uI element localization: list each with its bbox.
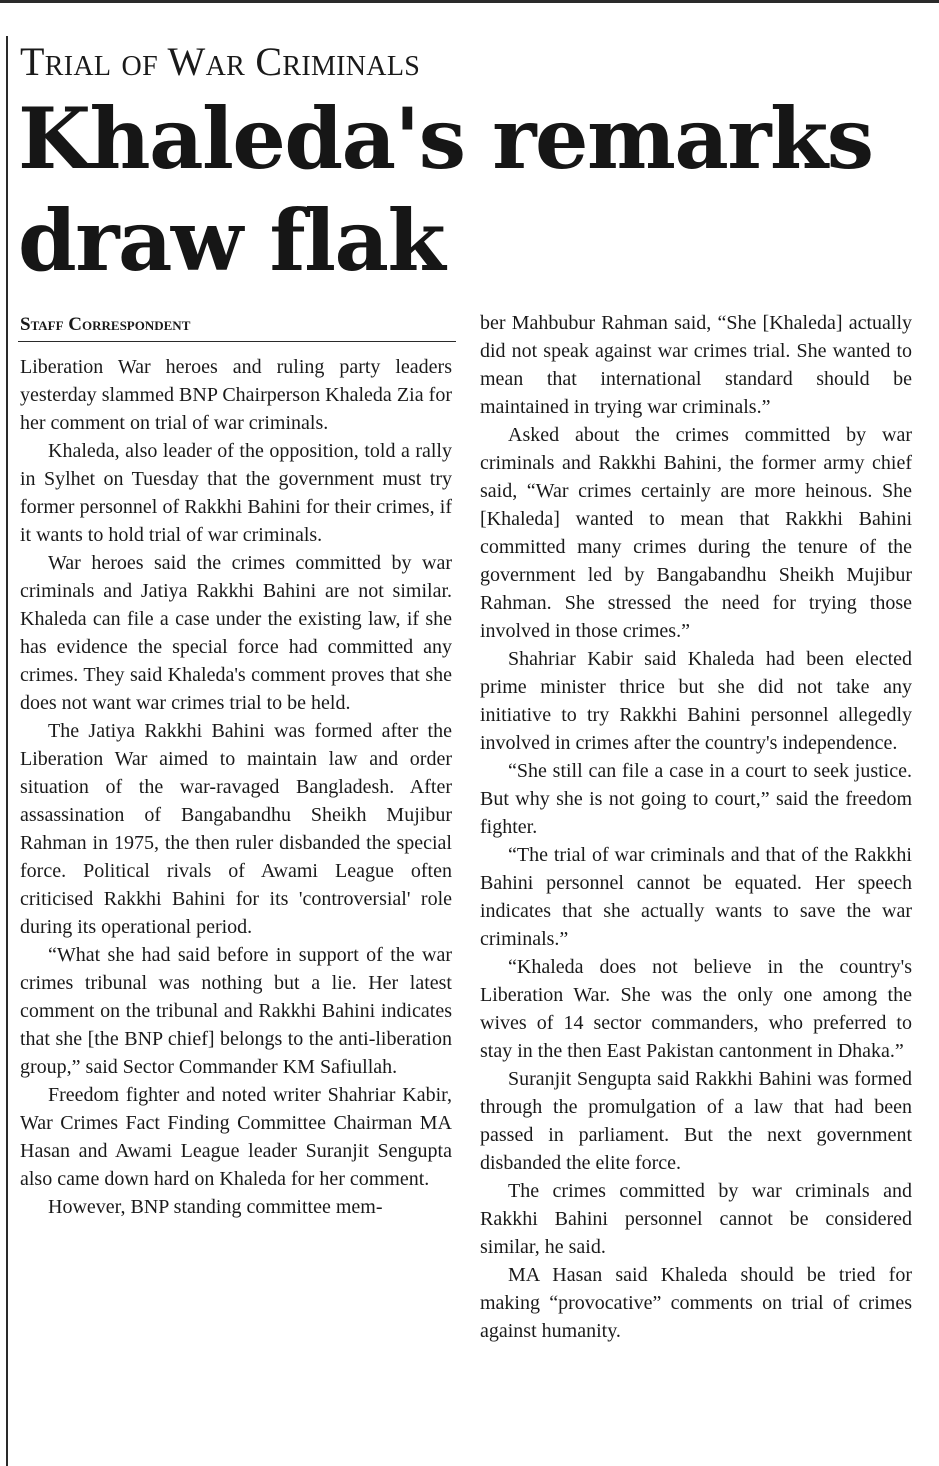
left-column-rule bbox=[6, 36, 8, 1466]
paragraph: “What she had said before in support of the war crimes tribunal was nothing but a lie. Her latest comment on the tribunal and Rakkhi Bahini indicates that she [the BNP chief] belongs to the anti-liberation group,” said Sector Commander KM Safiullah. bbox=[20, 944, 452, 1078]
paragraph: The Jatiya Rakkhi Bahini was formed after the Liberation War aimed to maintain law and order situation of the war-ravaged Bangladesh. After assassination of Bangabandhu Sheikh Mujibur Rahman in 1975, the then ruler disbanded the special force. Political rivals of Awami League often criticised Rakkhi Bahini for its 'controversial' role during its operational period. bbox=[20, 720, 452, 938]
section-kicker: Trial of War Criminals bbox=[20, 39, 421, 84]
paragraph: Liberation War heroes and ruling party leaders yesterday slammed BNP Chairperson Khaleda Zia for her comment on trial of war criminals. bbox=[20, 356, 452, 434]
paragraph: Freedom fighter and noted writer Shahriar Kabir, War Crimes Fact Finding Committee Chairman MA Hasan and Awami League leader Suranjit Sengupta also came down hard on Khaleda for her comment. bbox=[20, 1084, 452, 1190]
paragraph: ber Mahbubur Rahman said, “She [Khaleda] actually did not speak against war crimes trial. She wanted to mean that international standard should be maintained in trying war criminals.” bbox=[480, 312, 912, 418]
paragraph: MA Hasan said Khaleda should be tried for making “provocative” comments on trial of crimes against humanity. bbox=[480, 1264, 912, 1342]
paragraph: “Khaleda does not believe in the country's Liberation War. She was the only one among the wives of 14 sector commanders, who preferred to stay in the then East Pakistan cantonment in Dhaka.” bbox=[480, 956, 912, 1062]
article-column-2 bbox=[480, 309, 912, 1466]
paragraph: “She still can file a case in a court to seek justice. But why she is not going to court,” said the freedom fighter. bbox=[480, 760, 912, 838]
paragraph: Asked about the crimes committed by war criminals and Rakkhi Bahini, the former army chief said, “War crimes certainly are more heinous. She [Khaleda] wanted to mean that Rakkhi Bahini committed many crimes during the tenure of the government led by Bangabandhu Sheikh Mujibur Rahman. She stressed the need for trying those involved in those crimes.” bbox=[480, 424, 912, 642]
paragraph: War heroes said the crimes committed by war criminals and Jatiya Rakkhi Bahini are not similar. Khaleda can file a case under the existing law, if she has evidence the special force had committed any crimes. They said Khaleda's comment proves that she does not want war crimes trial to be held. bbox=[20, 552, 452, 714]
paragraph: “The trial of war criminals and that of the Rakkhi Bahini personnel cannot be equated. Her speech indicates that she actually wants to save the war criminals.” bbox=[480, 844, 912, 950]
paragraph: Shahriar Kabir said Khaleda had been elected prime minister thrice but she did not take any initiative to try Rakkhi Bahini personnel allegedly involved in crimes after the country's independence. bbox=[480, 648, 912, 754]
byline-rule bbox=[18, 341, 456, 342]
top-rule bbox=[0, 0, 939, 3]
headline: Khaleda's remarks draw flak bbox=[18, 89, 873, 290]
paragraph: Khaleda, also leader of the opposition, told a rally in Sylhet on Tuesday that the government must try former personnel of Rakkhi Bahini for their crimes, if it wants to hold trial of war criminals. bbox=[20, 440, 452, 546]
article-column-1 bbox=[20, 353, 452, 1466]
paragraph: However, BNP standing committee mem- bbox=[48, 1196, 383, 1218]
paragraph: The crimes committed by war criminals and Rakkhi Bahini personnel cannot be considered similar, he said. bbox=[480, 1180, 912, 1258]
byline: Staff Correspondent bbox=[20, 314, 191, 335]
paragraph: Suranjit Sengupta said Rakkhi Bahini was formed through the promulgation of a law that had been passed in parliament. But the next government disbanded the elite force. bbox=[480, 1068, 912, 1174]
